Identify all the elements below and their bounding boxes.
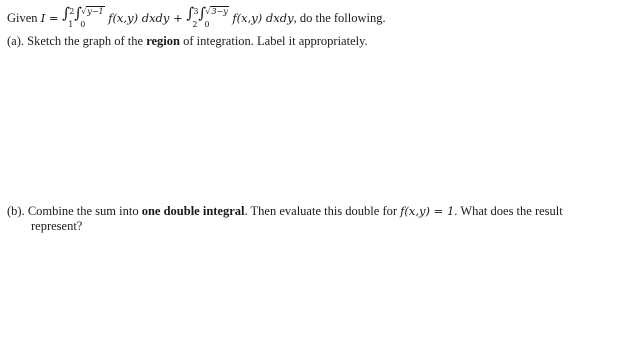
first-inner-integral [74,4,108,29]
plus-sign: + [169,11,187,25]
part-b-middle: . Then evaluate this double for [244,204,401,218]
part-b-bold-term: one double integral [141,204,245,218]
part-b-suffix: . What does the result [454,204,563,218]
integral-sign-icon: ∫ [74,4,83,22]
given-suffix: , do the following. [293,11,386,25]
part-b-question [7,204,563,219]
part-a-suffix: of integration. Label it appropriately. [179,34,368,48]
second-outer-integral [186,4,199,29]
integral-symbol-I: I [40,11,46,25]
second-inner-lower-limit: 0 [204,20,210,29]
part-a-question [7,34,368,49]
first-inner-lower-limit: 0 [80,20,86,29]
first-inner-upper-limit: √y−1 [81,7,104,16]
given-prefix: Given [7,11,41,25]
integral-sign-icon: ∫ [62,4,71,22]
first-integrand: f(x,y) dxdy [108,11,170,25]
integral-sign-icon: ∫ [198,4,207,22]
equals-sign: = [45,11,63,25]
part-b-continuation: represent? [31,219,83,233]
integral-sign-icon: ∫ [186,4,195,22]
part-b-math: f(x,y) = 1 [400,204,455,218]
part-a-prefix: (a). Sketch the graph of the [7,34,147,48]
part-b-prefix: (b). Combine the sum into [7,204,142,218]
second-outer-upper-limit: 3 [193,7,199,16]
second-integrand: f(x,y) dxdy [232,11,294,25]
first-outer-lower-limit: 1 [68,20,74,29]
first-outer-integral [62,4,75,29]
second-inner-upper-limit: √3−y [205,7,228,16]
given-statement [7,4,386,29]
second-inner-integral [198,4,232,29]
first-outer-upper-limit: 2 [69,7,75,16]
second-outer-lower-limit: 2 [192,20,198,29]
part-a-bold-term: region [146,34,180,48]
